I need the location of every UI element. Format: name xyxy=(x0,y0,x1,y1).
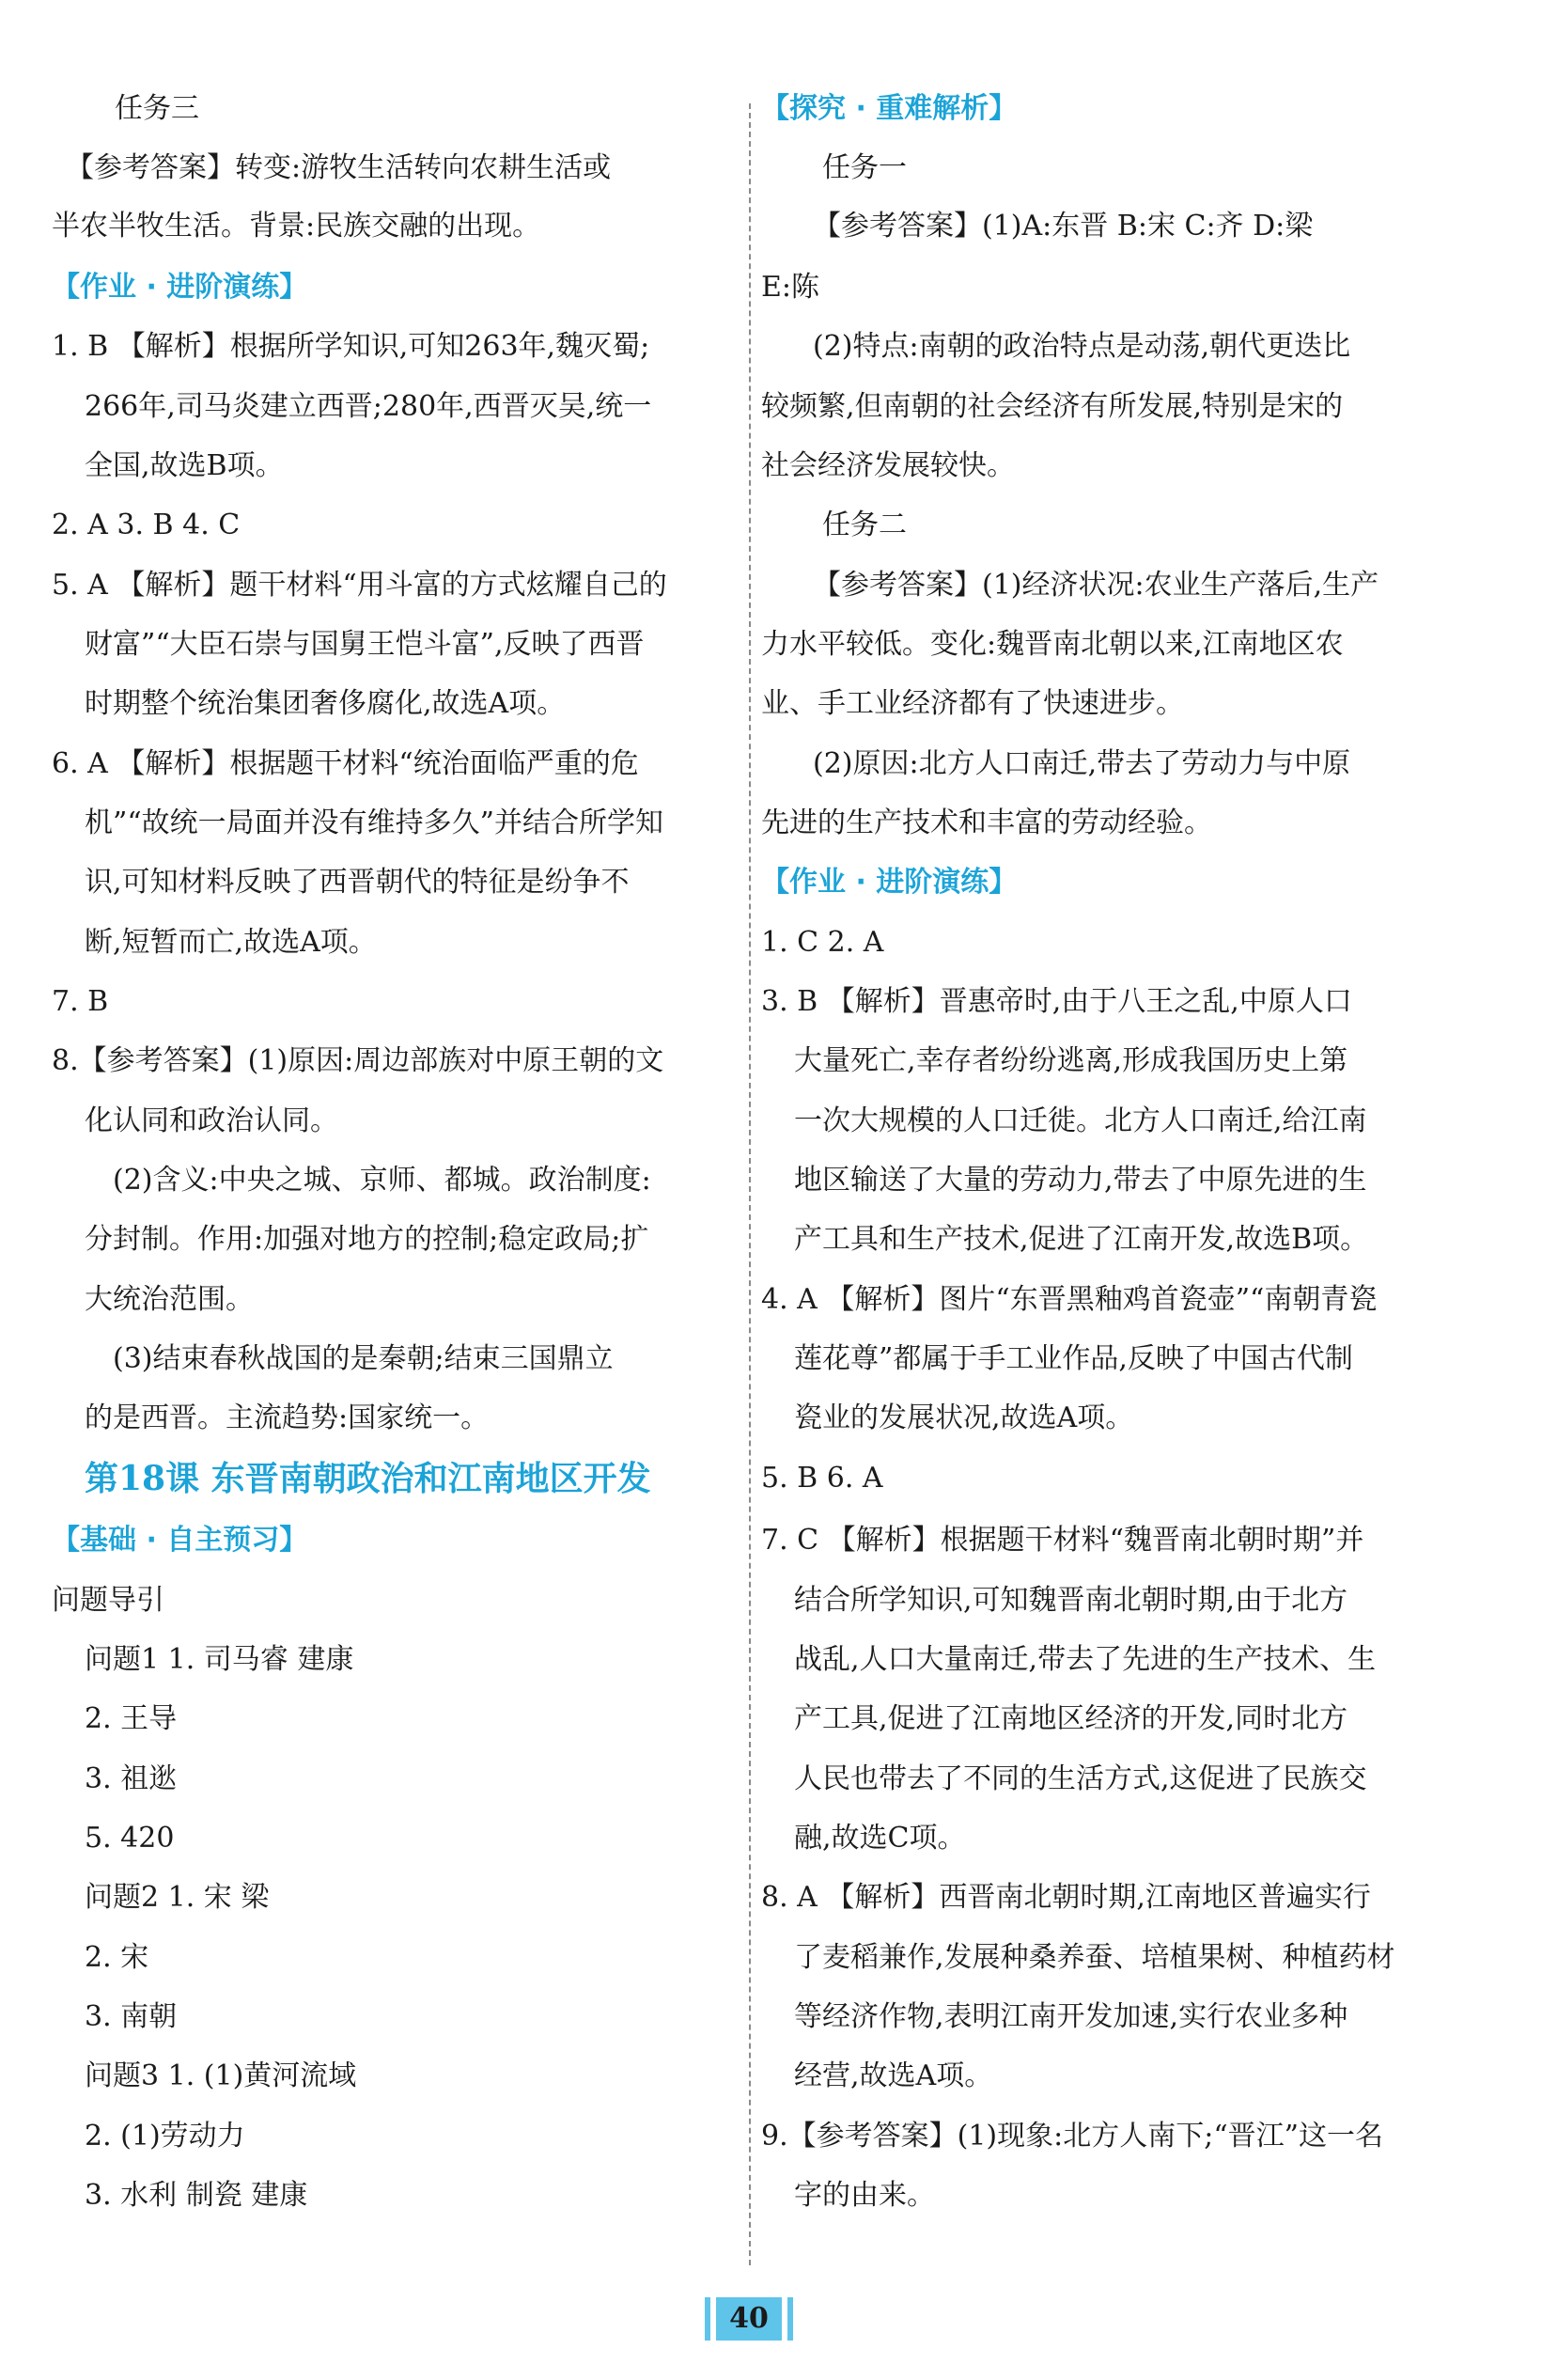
text-line: 产工具和生产技术,促进了江南开发,故选B项。 xyxy=(794,1223,1369,1256)
text-line: 8.【参考答案】(1)原因:周边部族对中原王朝的文 xyxy=(52,1044,664,1077)
text-line: 产工具,促进了江南地区经济的开发,同时北方 xyxy=(794,1702,1348,1735)
section-tag: 【基础 · 自主预习】 xyxy=(52,1524,308,1557)
text-line: 问题1 1. 司马睿 建康 xyxy=(85,1643,354,1676)
text-line: 7. B xyxy=(52,985,109,1018)
text-line: 业、手工业经济都有了快速进步。 xyxy=(761,687,1184,720)
text-line: 化认同和政治认同。 xyxy=(85,1104,338,1137)
text-line: 问题3 1. (1)黄河流域 xyxy=(85,2059,357,2092)
column-divider xyxy=(749,103,751,2265)
text-line: 8. A 【解析】西晋南北朝时期,江南地区普遍实行 xyxy=(761,1881,1371,1914)
text-line: 3. 南朝 xyxy=(85,2000,178,2033)
text-line: 【参考答案】转变:游牧生活转向农耕生活或 xyxy=(66,151,612,184)
text-line: 3. 水利 制瓷 建康 xyxy=(85,2179,308,2212)
text-line: 任务二 xyxy=(822,509,907,541)
text-line: 3. 祖逖 xyxy=(85,1762,178,1795)
text-line: (2)特点:南朝的政治特点是动荡,朝代更迭比 xyxy=(813,330,1351,363)
text-line: 5. 420 xyxy=(85,1822,175,1855)
section-tag: 【作业 · 进阶演练】 xyxy=(761,866,1018,899)
text-line: 4. A 【解析】图片“东晋黑釉鸡首瓷壶”“南朝青瓷 xyxy=(761,1283,1378,1316)
section-tag: 【作业 · 进阶演练】 xyxy=(52,271,308,304)
text-line: 等经济作物,表明江南开发加速,实行农业多种 xyxy=(794,2000,1348,2033)
text-line: 人民也带去了不同的生活方式,这促进了民族交 xyxy=(794,1762,1367,1795)
text-line: 2. (1)劳动力 xyxy=(85,2120,245,2153)
page-number: 40 xyxy=(705,2297,793,2341)
text-line: 一次大规模的人口迁徙。北方人口南迁,给江南 xyxy=(794,1104,1367,1137)
text-line: 融,故选C项。 xyxy=(794,1822,966,1855)
text-line: 2. 王导 xyxy=(85,1702,178,1735)
text-line: 地区输送了大量的劳动力,带去了中原先进的生 xyxy=(794,1164,1367,1197)
text-line: 2. A 3. B 4. C xyxy=(52,509,241,541)
text-line: 任务一 xyxy=(822,151,907,184)
text-line: 战乱,人口大量南迁,带去了先进的生产技术、生 xyxy=(794,1643,1377,1676)
text-line: 2. 宋 xyxy=(85,1941,149,1974)
text-line: E:陈 xyxy=(761,271,820,304)
text-line: 5. B 6. A xyxy=(761,1462,883,1495)
text-line: 字的由来。 xyxy=(794,2179,935,2212)
text-line: 断,短暂而亡,故选A项。 xyxy=(85,926,377,959)
text-line: 分封制。作用:加强对地方的控制;稳定政局;扩 xyxy=(85,1223,649,1256)
text-line: 5. A 【解析】题干材料“用斗富的方式炫耀自己的 xyxy=(52,569,667,602)
text-line: 任务三 xyxy=(115,92,199,125)
text-line: 问题2 1. 宋 梁 xyxy=(85,1881,270,1914)
text-line: 先进的生产技术和丰富的劳动经验。 xyxy=(761,806,1212,839)
text-line: 全国,故选B项。 xyxy=(85,449,284,482)
section-tag: 【探究 · 重难解析】 xyxy=(761,92,1018,125)
text-line: 6. A 【解析】根据题干材料“统治面临严重的危 xyxy=(52,747,639,780)
text-line: 1. B 【解析】根据所学知识,可知263年,魏灭蜀; xyxy=(52,330,650,363)
text-line: 经营,故选A项。 xyxy=(794,2059,993,2092)
lesson-title: 第18课 东晋南朝政治和江南地区开发 xyxy=(85,1459,651,1498)
text-line: 【参考答案】(1)经济状况:农业生产落后,生产 xyxy=(813,569,1379,602)
text-line: 问题导引 xyxy=(52,1584,164,1617)
text-line: (3)结束春秋战国的是秦朝;结束三国鼎立 xyxy=(113,1342,614,1375)
text-line: 大统治范围。 xyxy=(85,1283,254,1316)
text-line: 3. B 【解析】晋惠帝时,由于八王之乱,中原人口 xyxy=(761,985,1352,1018)
text-line: (2)原因:北方人口南迁,带去了劳动力与中原 xyxy=(813,747,1351,780)
text-line: 机”“故统一局面并没有维持多久”并结合所学知 xyxy=(85,806,664,839)
text-line: 识,可知材料反映了西晋朝代的特征是纷争不 xyxy=(85,866,630,899)
text-line: 了麦稻兼作,发展种桑养蚕、培植果树、种植药材 xyxy=(794,1941,1395,1974)
text-line: (2)含义:中央之城、京师、都城。政治制度: xyxy=(113,1164,651,1197)
text-line: 财富”“大臣石崇与国舅王恺斗富”,反映了西晋 xyxy=(85,628,645,661)
text-line: 7. C 【解析】根据题干材料“魏晋南北朝时期”并 xyxy=(761,1524,1364,1557)
text-line: 【参考答案】(1)A:东晋 B:宋 C:齐 D:梁 xyxy=(813,210,1314,243)
text-line: 结合所学知识,可知魏晋南北朝时期,由于北方 xyxy=(794,1584,1348,1617)
text-line: 瓷业的发展状况,故选A项。 xyxy=(794,1401,1134,1434)
text-line: 266年,司马炎建立西晋;280年,西晋灭吴,统一 xyxy=(85,390,652,423)
text-line: 的是西晋。主流趋势:国家统一。 xyxy=(85,1401,490,1434)
text-line: 社会经济发展较快。 xyxy=(761,449,1015,482)
text-line: 半农半牧生活。背景:民族交融的出现。 xyxy=(52,210,541,243)
text-line: 9.【参考答案】(1)现象:北方人南下;“晋江”这一名 xyxy=(761,2120,1384,2153)
text-line: 莲花尊”都属于手工业作品,反映了中国古代制 xyxy=(794,1342,1353,1375)
text-line: 力水平较低。变化:魏晋南北朝以来,江南地区农 xyxy=(761,628,1344,661)
text-line: 较频繁,但南朝的社会经济有所发展,特别是宋的 xyxy=(761,390,1344,423)
text-line: 时期整个统治集团奢侈腐化,故选A项。 xyxy=(85,687,566,720)
text-line: 1. C 2. A xyxy=(761,926,884,959)
text-line: 大量死亡,幸存者纷纷逃离,形成我国历史上第 xyxy=(794,1044,1348,1077)
